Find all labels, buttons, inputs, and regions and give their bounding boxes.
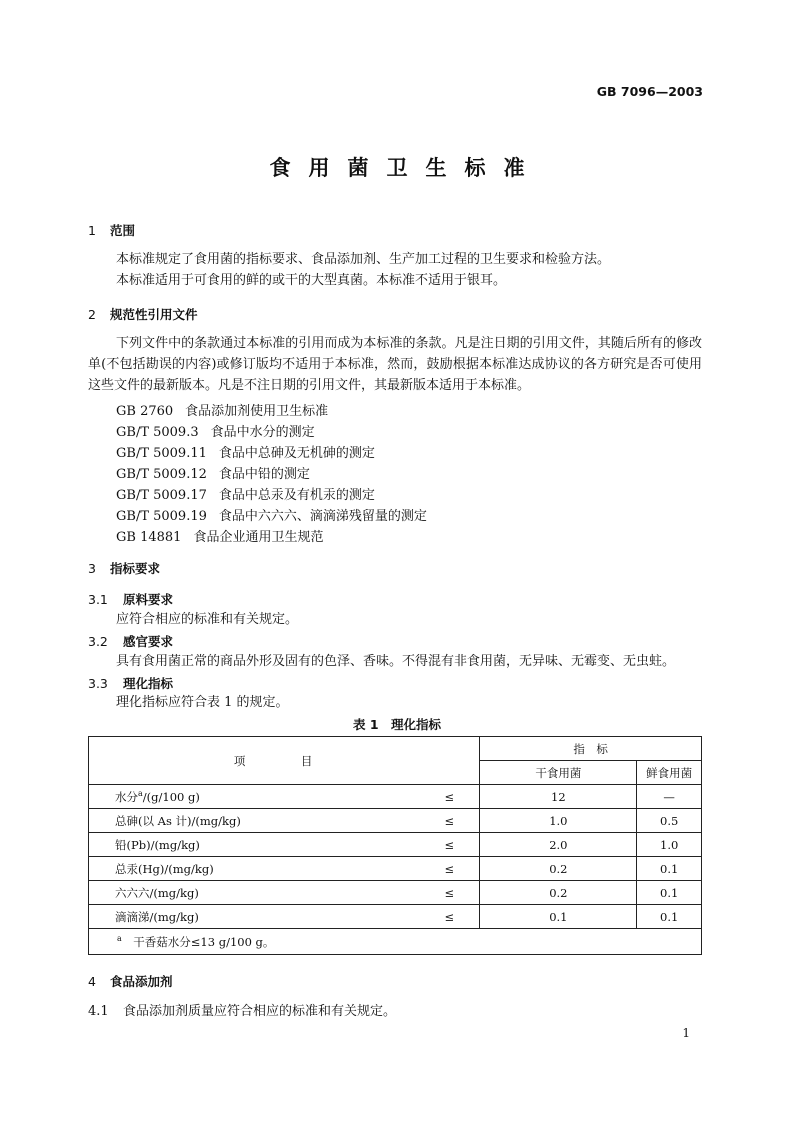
table-row	[89, 881, 702, 905]
reference-code: GB 14881	[116, 530, 182, 545]
column-header-fresh: 鲜食用菌	[637, 761, 702, 785]
subsection-3-3-text: 理化指标应符合表 1 的规定。	[116, 695, 289, 710]
fresh-value: 1.0	[637, 833, 702, 857]
table-caption: 表 1 理化指标	[352, 717, 442, 732]
reference-name: 食品中铅的测定	[218, 467, 310, 482]
section-3-heading	[88, 559, 160, 577]
row-item: 滴滴涕/(mg/kg)	[89, 905, 420, 929]
reference-item	[116, 526, 323, 545]
row-item: 铅(Pb)/(mg/kg)	[89, 833, 420, 857]
footnote-marker: a	[138, 788, 143, 798]
le-symbol: ≤	[419, 809, 480, 833]
dry-value: 2.0	[480, 833, 637, 857]
section-number: 3	[88, 561, 96, 576]
column-header-dry: 干食用菌	[480, 761, 637, 785]
row-item: 总汞(Hg)/(mg/kg)	[89, 857, 420, 881]
column-header-index: 指 标	[480, 737, 702, 761]
reference-name: 食品中水分的测定	[210, 425, 315, 440]
reference-name: 食品中总砷及无机砷的测定	[218, 446, 375, 461]
subsection-3-1-heading	[88, 590, 173, 608]
standard-code: GB 7096—2003	[596, 84, 703, 99]
subsection-number: 3.3	[88, 676, 108, 691]
section-2-intro: 下列文件中的条款通过本标准的引用而成为本标准的条款。凡是注日期的引用文件，其随后所有的修改单(不包括勘误的内容)或修订版均不适用于本标准，然而，鼓励根据本标准达成协议的各方研究是否可使用这些文件的最新版本。凡是不注日期的引用文件，其最新版本适用于本标准。	[88, 336, 702, 393]
section-title: 食品添加剂	[110, 974, 173, 989]
le-symbol: ≤	[419, 857, 480, 881]
row-item-label: 水分	[115, 789, 138, 804]
reference-code: GB/T 5009.19	[116, 509, 207, 524]
section-title: 规范性引用文件	[110, 307, 198, 322]
subsection-title: 理化指标	[123, 676, 174, 691]
fresh-value: 0.1	[637, 881, 702, 905]
page-number: 1	[682, 1026, 690, 1040]
section-1-paragraph-2: 本标准适用于可食用的鲜的或干的大型真菌。本标准不适用于银耳。	[116, 273, 507, 288]
reference-name: 食品企业通用卫生规范	[193, 530, 324, 545]
footnote-marker: a	[117, 933, 122, 943]
table-row	[89, 857, 702, 881]
physicochemical-indicators-table	[88, 736, 702, 955]
fresh-value: —	[637, 785, 702, 809]
table-footnote	[89, 929, 702, 955]
reference-code: GB/T 5009.3	[116, 425, 199, 440]
section-title: 范围	[110, 223, 136, 238]
subsection-number: 3.1	[88, 592, 108, 607]
dry-value: 0.2	[480, 881, 637, 905]
page-title: 食用菌卫生标准	[269, 156, 543, 180]
reference-item	[116, 505, 427, 524]
table-footnote-row	[89, 929, 702, 955]
subsection-number: 4.1	[88, 1004, 109, 1019]
fresh-value: 0.1	[637, 905, 702, 929]
row-item-unit: /(g/100 g)	[142, 789, 200, 804]
section-number: 4	[88, 974, 96, 989]
section-number: 1	[88, 223, 96, 238]
subsection-title: 感官要求	[123, 634, 174, 649]
row-item: 六六六/(mg/kg)	[89, 881, 420, 905]
section-2-heading	[88, 305, 198, 323]
section-4-heading	[88, 972, 173, 990]
reference-code: GB/T 5009.17	[116, 488, 207, 503]
reference-code: GB/T 5009.12	[116, 467, 207, 482]
reference-item	[116, 484, 375, 503]
reference-item	[116, 400, 328, 419]
reference-code: GB 2760	[116, 404, 174, 419]
le-symbol: ≤	[419, 785, 480, 809]
table-row	[89, 905, 702, 929]
subsection-3-1-text: 应符合相应的标准和有关规定。	[116, 612, 299, 627]
reference-name: 食品中六六六、滴滴涕残留量的测定	[218, 509, 427, 524]
footnote-text: 干香菇水分≤13 g/100 g。	[133, 934, 275, 949]
section-1-heading	[88, 221, 135, 239]
table-row	[89, 809, 702, 833]
subsection-3-3-heading	[88, 674, 173, 692]
dry-value: 12	[480, 785, 637, 809]
table-header-row	[89, 737, 702, 761]
dry-value: 1.0	[480, 809, 637, 833]
reference-name: 食品中总汞及有机汞的测定	[218, 488, 375, 503]
table-row	[89, 833, 702, 857]
le-symbol: ≤	[419, 881, 480, 905]
dry-value: 0.2	[480, 857, 637, 881]
table-row	[89, 785, 702, 809]
column-header-item: 项 目	[89, 737, 480, 785]
section-title: 指标要求	[110, 561, 161, 576]
le-symbol: ≤	[419, 833, 480, 857]
reference-item	[116, 421, 315, 440]
subsection-3-2-heading	[88, 632, 173, 650]
row-item: 总砷(以 As 计)/(mg/kg)	[89, 809, 420, 833]
row-item	[89, 785, 420, 809]
subsection-3-2-text: 具有食用菌正常的商品外形及固有的色泽、香味。不得混有非食用菌，无异味、无霉变、无虫蛀。	[116, 654, 676, 669]
section-1-paragraph-1: 本标准规定了食用菌的指标要求、食品添加剂、生产加工过程的卫生要求和检验方法。	[116, 252, 611, 267]
reference-code: GB/T 5009.11	[116, 446, 207, 461]
reference-item	[116, 463, 310, 482]
subsection-4-1	[88, 1001, 396, 1022]
fresh-value: 0.1	[637, 857, 702, 881]
subsection-number: 3.2	[88, 634, 108, 649]
subsection-text: 食品添加剂质量应符合相应的标准和有关规定。	[123, 1004, 397, 1019]
fresh-value: 0.5	[637, 809, 702, 833]
section-number: 2	[88, 307, 96, 322]
reference-item	[116, 442, 375, 461]
reference-name: 食品添加剂使用卫生标准	[185, 404, 329, 419]
dry-value: 0.1	[480, 905, 637, 929]
le-symbol: ≤	[419, 905, 480, 929]
subsection-title: 原料要求	[123, 592, 174, 607]
